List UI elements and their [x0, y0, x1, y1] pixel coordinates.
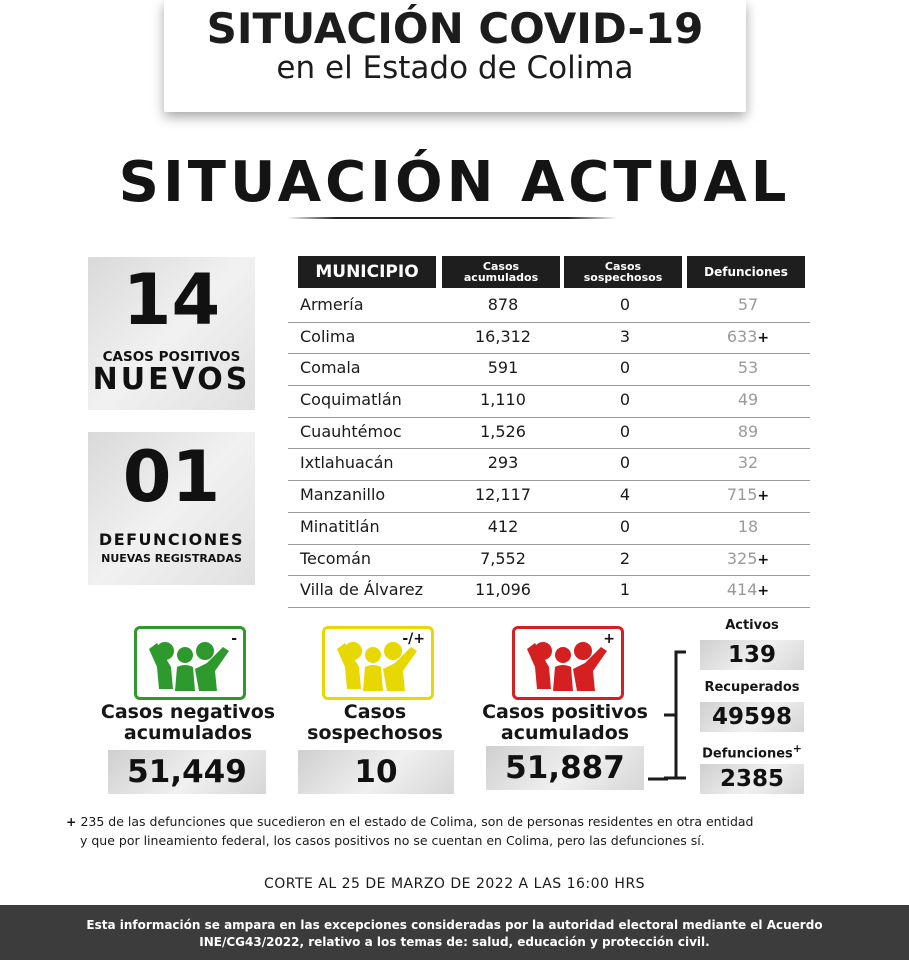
- negativos-label-line2: acumulados: [123, 722, 253, 744]
- page-subtitle: en el Estado de Colima: [276, 50, 634, 86]
- cell-defunciones: [689, 580, 807, 599]
- footnote: [66, 812, 846, 850]
- def-value: 633: [726, 326, 758, 346]
- table-row: [288, 545, 810, 577]
- recuperados-value: 49598: [700, 702, 804, 732]
- def-value: 18: [737, 516, 759, 536]
- people-negative-icon: [134, 626, 246, 700]
- cell-acumulados: 16,312: [475, 326, 531, 346]
- def-plus: +: [757, 551, 770, 568]
- th-sospechosos-line2: sospechosos: [583, 271, 663, 284]
- sospechosos-label: [290, 702, 460, 744]
- positivos-label: [472, 702, 658, 744]
- cell-acumulados: 1,110: [480, 390, 526, 410]
- th-sospechosos: [564, 256, 682, 288]
- new-cases-label-bottom: NUEVOS: [92, 362, 251, 397]
- cell-municipio: Manzanillo: [300, 485, 386, 505]
- cell-defunciones: [689, 549, 807, 568]
- header-card: [164, 0, 746, 112]
- negative-sign: -: [231, 631, 237, 647]
- def-value: 414: [726, 580, 758, 600]
- sospechosos-value: 10: [298, 750, 454, 794]
- new-deaths-label-top: DEFUNCIONES: [98, 530, 245, 549]
- cell-sospechosos: 0: [619, 516, 631, 536]
- cell-municipio: Comala: [300, 358, 361, 378]
- th-defunciones: Defunciones: [687, 256, 805, 288]
- positive-sign: +: [603, 631, 615, 647]
- cell-defunciones: [689, 327, 807, 346]
- cell-municipio: Coquimatlán: [300, 390, 402, 410]
- suspect-sign: -/+: [402, 631, 425, 647]
- table-row: [288, 513, 810, 545]
- th-acumulados: [442, 256, 560, 288]
- cell-sospechosos: 2: [619, 548, 631, 568]
- def-plus: +: [757, 329, 770, 346]
- def-value: 325: [726, 548, 758, 568]
- cell-acumulados: 878: [487, 295, 519, 314]
- table-row: [288, 354, 810, 386]
- section-title: SITUACIÓN ACTUAL: [118, 150, 791, 215]
- def-value: 57: [737, 295, 759, 314]
- table-row: [288, 418, 810, 450]
- table-header: [298, 256, 810, 288]
- cell-defunciones: [689, 453, 807, 472]
- cell-acumulados: 412: [487, 516, 519, 536]
- def-value: 53: [737, 358, 759, 378]
- footnote-line2: y que por lineamiento federal, los casos positivos no se cuentan en Colima, pero las defunciones sí.: [80, 833, 705, 848]
- new-cases-box: [88, 257, 255, 410]
- cell-sospechosos: 0: [619, 453, 631, 473]
- cell-sospechosos: 0: [619, 421, 631, 441]
- cell-acumulados: 293: [487, 453, 519, 473]
- positivos-label-line1: Casos positivos: [482, 701, 648, 723]
- page-title: SITUACIÓN COVID-19: [206, 4, 704, 53]
- table-row: [288, 386, 810, 418]
- cell-defunciones: [689, 295, 807, 314]
- disclaimer-text: [60, 917, 849, 951]
- disclaimer-line2: INE/CG43/2022, relativo a los temas de: salud, educación y protección civil.: [199, 935, 710, 949]
- table-row: [288, 323, 810, 355]
- people-positive-icon: [512, 626, 624, 700]
- cell-sospechosos: 1: [619, 580, 631, 600]
- bracket-connector: [664, 650, 686, 780]
- cell-defunciones: [689, 422, 807, 441]
- cell-municipio: Tecomán: [300, 548, 372, 568]
- sospechosos-label-line1: Casos: [343, 701, 407, 723]
- people-suspect-icon: [322, 626, 434, 700]
- cell-municipio: Ixtlahuacán: [300, 453, 394, 473]
- footnote-plus: +: [66, 814, 77, 829]
- cell-defunciones: [689, 358, 807, 377]
- cell-sospechosos: 4: [619, 485, 631, 505]
- cell-sospechosos: 3: [619, 326, 631, 346]
- cell-acumulados: 7,552: [480, 548, 526, 568]
- negativos-value: 51,449: [108, 750, 266, 794]
- new-deaths-value: 01: [122, 436, 221, 518]
- cell-acumulados: 12,117: [475, 485, 531, 505]
- cell-defunciones: [689, 390, 807, 409]
- cell-sospechosos: 0: [619, 358, 631, 378]
- th-municipio: MUNICIPIO: [298, 256, 436, 288]
- municipio-table: [288, 291, 810, 608]
- cell-municipio: Villa de Álvarez: [300, 580, 424, 600]
- new-cases-value: 14: [122, 259, 221, 341]
- cell-acumulados: 591: [487, 358, 519, 378]
- negativos-label-line1: Casos negativos: [100, 701, 276, 723]
- def-value: 715: [726, 485, 758, 505]
- new-cases-label-top: CASOS POSITIVOS: [102, 349, 241, 365]
- table-row: [288, 576, 810, 608]
- new-deaths-box: [88, 432, 255, 585]
- table-row: [288, 449, 810, 481]
- bracket-tail: [648, 776, 668, 782]
- cell-municipio: Colima: [300, 326, 356, 346]
- table-row: [288, 481, 810, 513]
- new-deaths-label-bottom: NUEVAS REGISTRADAS: [101, 552, 242, 565]
- activos-value: 139: [700, 640, 804, 670]
- th-acumulados-line2: acumulados: [463, 271, 539, 284]
- section-divider: [287, 217, 617, 219]
- def-value: 49: [737, 390, 759, 410]
- activos-label: Activos: [725, 618, 779, 633]
- cell-sospechosos: 0: [619, 390, 631, 410]
- def-value: 32: [737, 453, 759, 473]
- th-sospechosos-line1: Casos: [604, 260, 642, 273]
- th-acumulados-line1: Casos: [482, 260, 520, 273]
- disclaimer-line1: Esta información se ampara en las excepciones consideradas por la autoridad electoral mediante el Acuerdo: [86, 918, 823, 932]
- table-row: [288, 291, 810, 323]
- positivos-value: 51,887: [486, 746, 644, 790]
- cell-municipio: Cuauhtémoc: [300, 421, 402, 441]
- cutoff-date: CORTE AL 25 DE MARZO DE 2022 A LAS 16:00 HRS: [263, 876, 646, 892]
- cell-sospechosos: 0: [619, 295, 631, 314]
- recuperados-label: Recuperados: [704, 680, 800, 695]
- cell-defunciones: [689, 485, 807, 504]
- cell-acumulados: 11,096: [475, 580, 531, 600]
- footnote-text1: 235 de las defunciones que sucedieron en el estado de Colima, son de personas residentes en otra entidad: [80, 814, 754, 829]
- defunciones-total-label: [690, 742, 814, 761]
- cell-municipio: Minatitlán: [300, 516, 380, 536]
- def-plus: +: [757, 583, 770, 600]
- footnote-line1: [66, 812, 846, 831]
- cell-acumulados: 1,526: [480, 421, 526, 441]
- cell-defunciones: [689, 517, 807, 536]
- people-green-icon: [137, 629, 243, 697]
- defunciones-total-label-text: Defunciones: [702, 746, 793, 762]
- def-value: 89: [737, 421, 759, 441]
- cell-municipio: Armería: [300, 295, 364, 314]
- disclaimer-bar: [0, 905, 909, 960]
- positivos-label-line2: acumulados: [500, 722, 630, 744]
- negativos-label: [90, 702, 286, 744]
- defunciones-total-plus: +: [792, 742, 802, 755]
- sospechosos-label-line2: sospechosos: [307, 722, 443, 744]
- defunciones-total-value: 2385: [700, 764, 804, 794]
- def-plus: +: [757, 488, 770, 505]
